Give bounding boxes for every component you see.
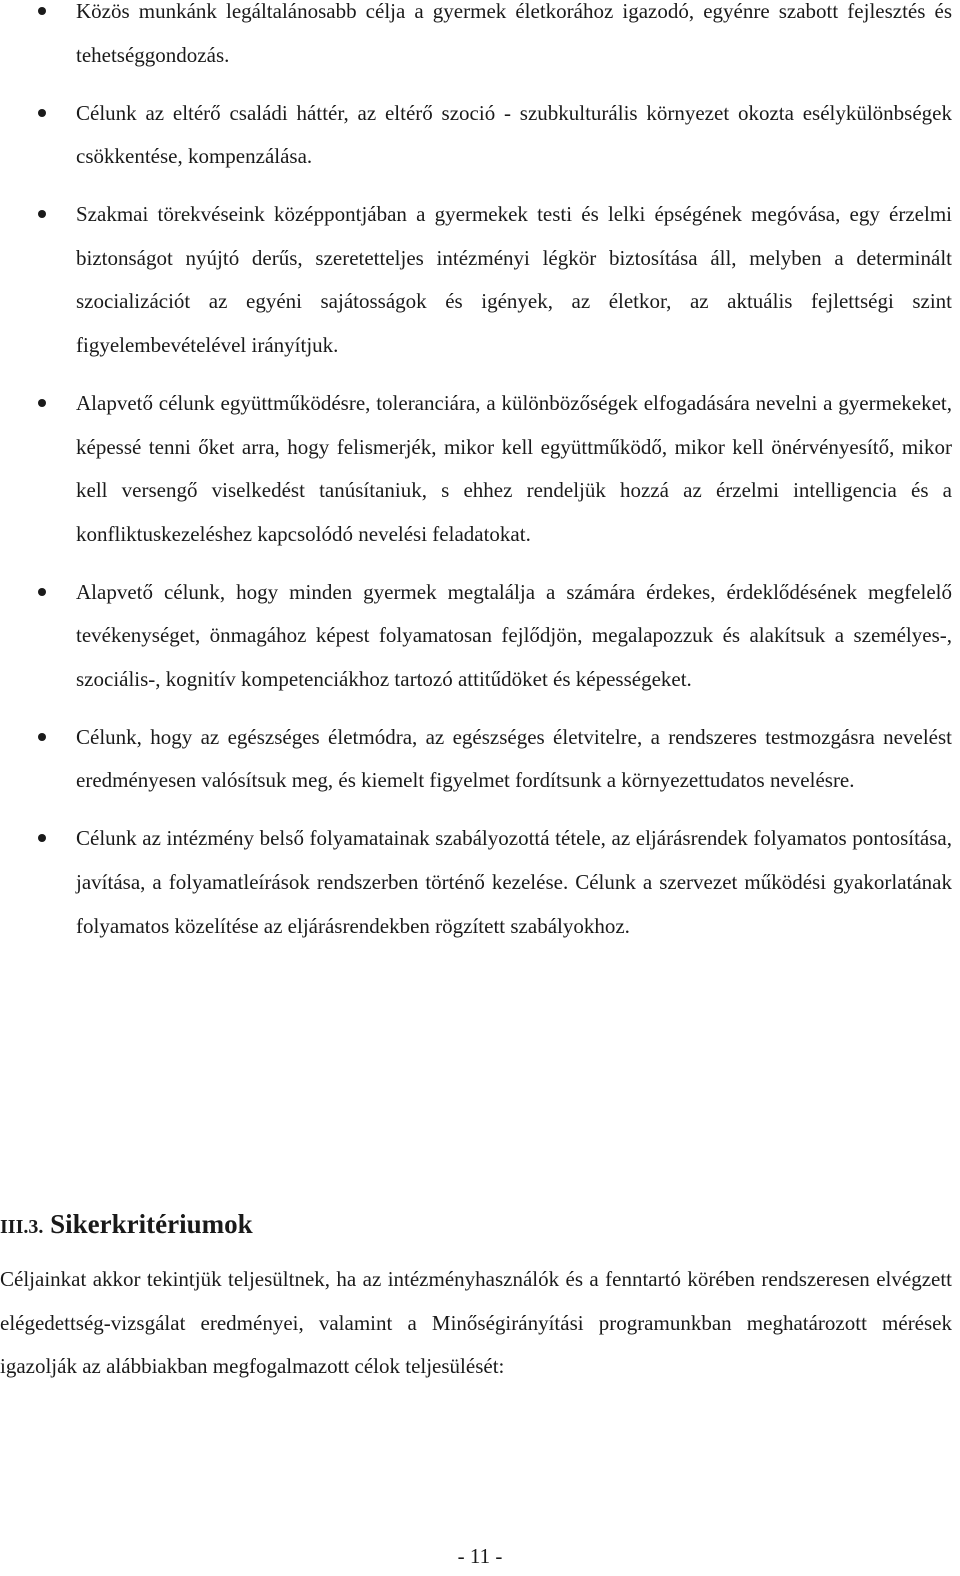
- goal-text: Alapvető célunk együttműködésre, toleranciára, a különbözőségek elfogadására nevelni a gyermekeket, képessé tenni őket arra, hogy felismerjék, mikor kell együttműködő, mikor kell önérvényesítő, mikor kell versengő viselkedést tanúsítaniuk, s ehhez rendeljük hozzá az érzelmi intelligencia és a konfliktuskezeléshez kapcsolódó nevelési feladatokat.: [76, 390, 952, 546]
- goal-item: [0, 571, 960, 702]
- goal-text: Szakmai törekvéseink középpontjában a gyermekek testi és lelki épségének megóvása, egy érzelmi biztonságot nyújtó derűs, szeretetteljes intézményi légkör biztosítása áll, melyben a determinált szocializációt az egyéni sajátosságok és igények, az életkor, az aktuális fejlettségi szint figyelembevételével irányítjuk.: [76, 202, 952, 357]
- goal-text: Célunk az intézmény belső folyamatainak szabályozottá tétele, az eljárásrendek folyamatos pontosítása, javítása, a folyamatleírások rendszerben történő kezelése. Célunk a szervezet működési gyakorlatának folyamatos közelítése az eljárásrendekben rögzített szabályokhoz.: [76, 826, 952, 938]
- goal-text: Közös munkánk legáltalánosabb célja a gyermek életkorához igazodó, egyénre szabott fejlesztés és tehetséggondozás.: [76, 0, 952, 67]
- bullet-icon: [38, 210, 46, 218]
- bullet-icon: [38, 109, 46, 117]
- section-number: III.3.: [0, 1216, 44, 1238]
- bullet-icon: [38, 834, 46, 842]
- goal-text: Célunk, hogy az egészséges életmódra, az egészséges életvitelre, a rendszeres testmozgásra nevelést eredményesen valósítsuk meg, és kiemelt figyelmet fordítsunk a környezettudatos nevelésre.: [76, 724, 952, 793]
- bullet-icon: [38, 399, 46, 407]
- goal-item: [0, 382, 960, 556]
- page-number: - 11 -: [457, 1544, 503, 1568]
- bullet-icon: [38, 7, 46, 15]
- goal-item: [0, 817, 960, 948]
- section-heading: [0, 1204, 253, 1247]
- goal-text: Célunk az eltérő családi háttér, az eltérő szoció - szubkulturális környezet okozta esélykülönbségek csökkentése, kompenzálása.: [76, 100, 952, 169]
- goal-item: [0, 193, 960, 367]
- goal-text: Alapvető célunk, hogy minden gyermek megtalálja a számára érdekes, érdeklődésének megfelelő tevékenységet, önmagához képest folyamatosan fejlődjön, megalapozzuk és alakítsuk a személyes-, szociális-, kognitív kompetenciákhoz tartozó attitűdöket és képességeket.: [76, 579, 952, 691]
- goal-item: [0, 92, 960, 179]
- goal-item: [0, 716, 960, 803]
- section-title: Sikerkritériumok: [43, 1209, 253, 1239]
- section-paragraph: Céljainkat akkor tekintjük teljesültnek, ha az intézményhasználók és a fenntartó körében rendszeresen elvégzett elégedettség-vizsgálat eredményei, valamint a Minőségirányítási programunkban meghatározott mérések igazolják az alábbiakban megfogalmazott célok teljesülését:: [0, 1267, 952, 1379]
- bullet-icon: [38, 588, 46, 596]
- bullet-icon: [38, 733, 46, 741]
- goal-item: [0, 0, 960, 77]
